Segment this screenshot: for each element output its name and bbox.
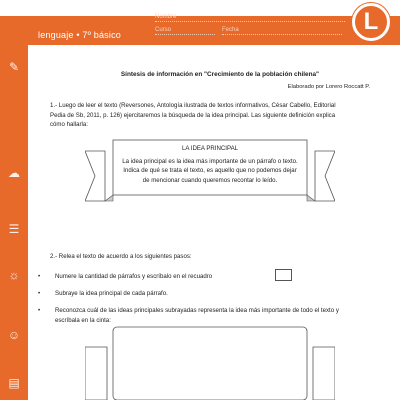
light-icon: ☼ [8, 268, 20, 282]
bullet-dot: • [38, 307, 41, 314]
paragraph-count-box[interactable] [275, 269, 292, 281]
pencil-icon: ✎ [8, 60, 20, 74]
course-line [155, 34, 215, 35]
step-1 [38, 272, 265, 282]
banner-heading: LA IDEA PRINCIPAL [181, 145, 239, 152]
document-title: Síntesis de información en "Crecimiento de la población chilena" [120, 71, 320, 78]
header [0, 0, 400, 45]
subject-label: lenguaje • 7º básico [38, 30, 121, 40]
book-icon: ▤ [8, 376, 20, 390]
speech-icon: ☁ [8, 166, 20, 180]
name-label: Nombre [155, 14, 177, 20]
step-3-text: Reconozca cuál de las ideas principales subrayadas representa la idea más importante de todo el texto y escríbala en la cinta: [55, 307, 339, 324]
bullet-dot: • [38, 290, 41, 297]
list-icon: ☰ [8, 222, 20, 236]
definition-banner [85, 135, 335, 210]
date-line [222, 34, 342, 35]
instruction-2: 2.- Relea el texto de acuerdo a los siguientes pasos: [50, 253, 192, 260]
subject-logo: L [352, 3, 390, 41]
sidebar [0, 45, 28, 400]
course-label: Curso [155, 27, 172, 33]
bullet-dot: • [38, 273, 41, 280]
step-2 [38, 289, 295, 299]
name-line [155, 21, 345, 22]
step-1-text: Numere la cantidad de párrafos y escríbalo en el recuadro [55, 273, 213, 280]
answer-ribbon[interactable] [85, 325, 335, 400]
step-3 [38, 306, 355, 325]
author-byline: Elaborado por Lorero Roccatt P. [287, 84, 370, 90]
step-2-text: Subraye la idea principal de cada párrafo. [55, 290, 168, 297]
banner-definition: La idea principal es la idea más importante de un párrafo o texto. Indica de qué se trata el texto, es aquello que no podemos dejar de mencionar cuando queremos recontar lo leído. [122, 158, 298, 184]
date-label: Fecha [222, 27, 239, 33]
instruction-1: 1.- Luego de leer el texto (Reversones, Antología ilustrada de textos informativos, César Cabello, Editorial Pedia de Sb, 2011, p. 126) ejercitaremos la búsqueda de la idea principal. Las siguiente definición explica cómo hallarla: [50, 102, 336, 128]
people-icon: ☺ [7, 328, 21, 342]
